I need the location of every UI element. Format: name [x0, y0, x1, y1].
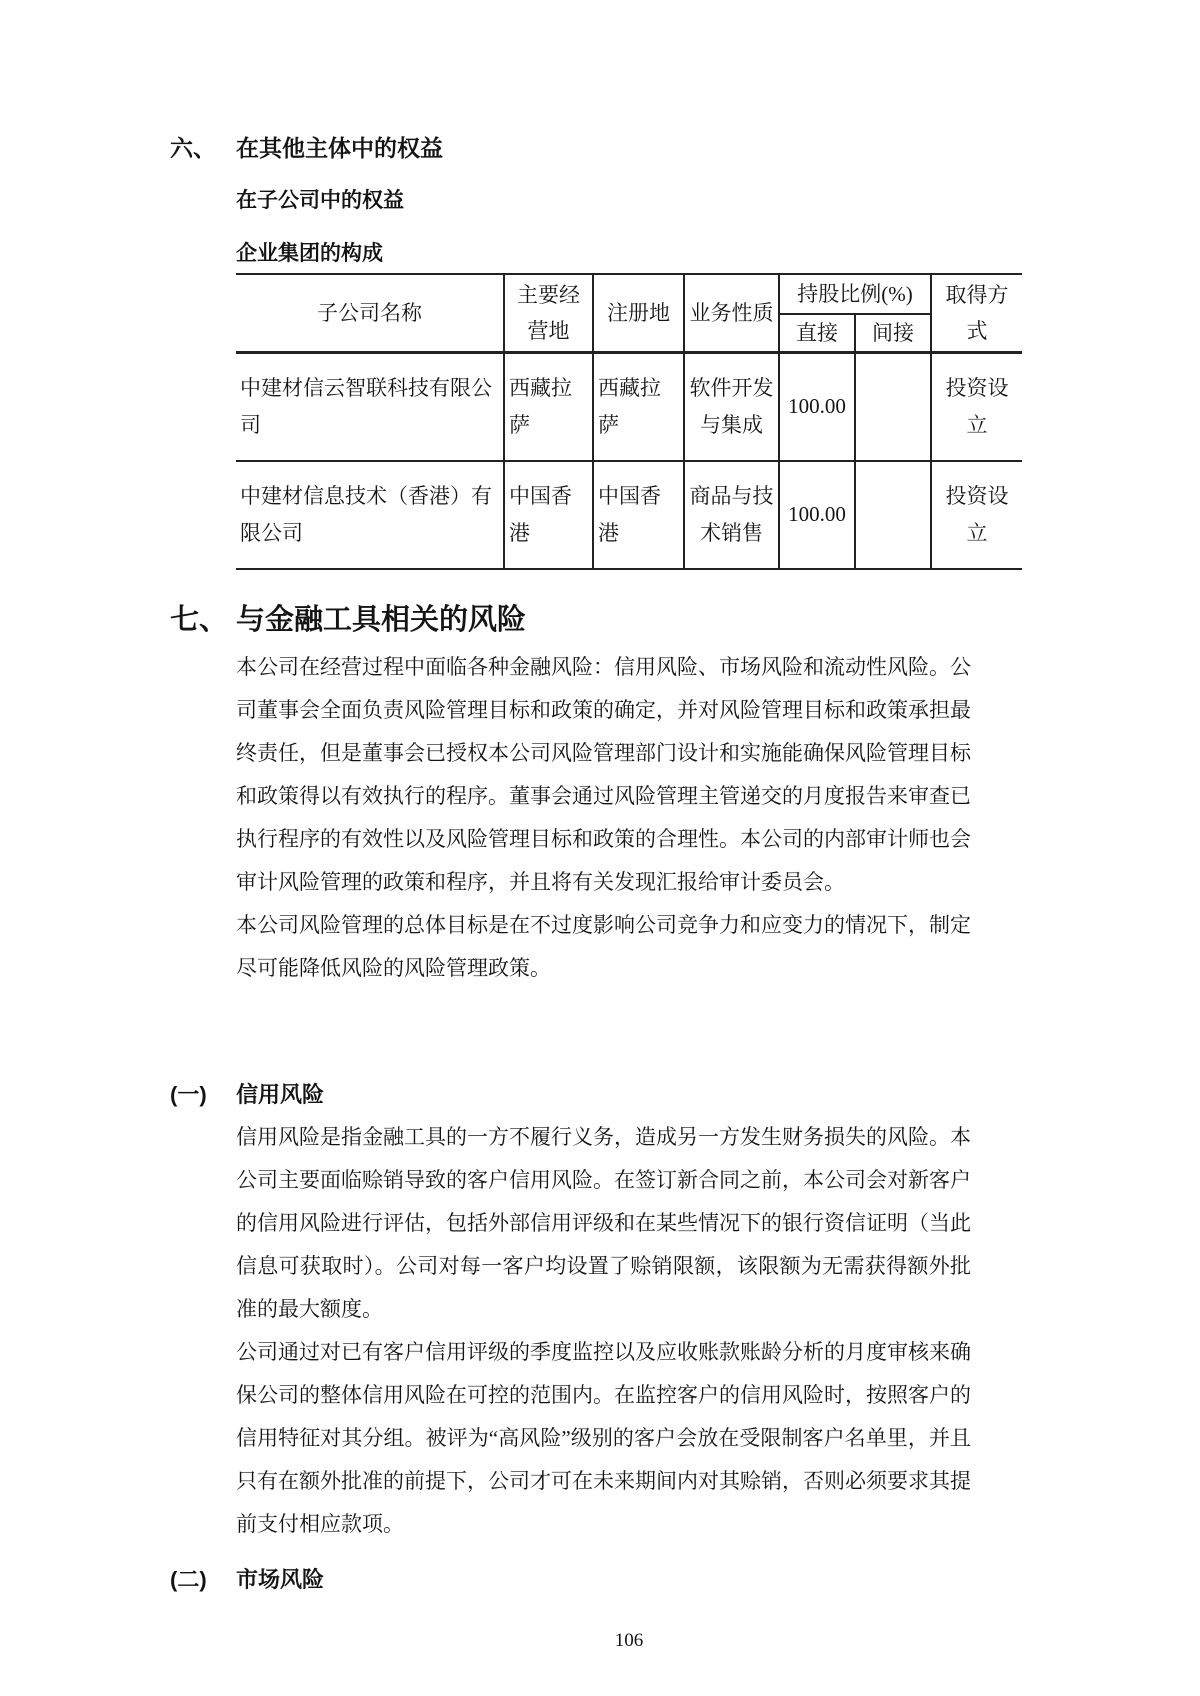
section7-number: 七、 [170, 603, 229, 636]
col-header-subsidiary-name: 子公司名称 [236, 274, 504, 353]
subsidiaries-table [236, 273, 1022, 570]
cell-subsidiary-name: 中建材信云智联科技有限公司 [236, 353, 504, 461]
col-header-business-nature: 业务性质 [684, 274, 779, 353]
cell-business-nature: 商品与技术销售 [684, 461, 779, 569]
section6-number: 六、 [170, 135, 216, 161]
col-header-indirect: 间接 [855, 314, 931, 353]
section6-subheading-interests: 在子公司中的权益 [236, 189, 404, 212]
cell-subsidiary-name: 中建材信息技术（香港）有限公司 [236, 461, 504, 569]
cell-indirect-ratio [855, 461, 931, 569]
market-risk-title: 市场风险 [236, 1566, 325, 1592]
cell-registered-place: 西藏拉萨 [593, 353, 684, 461]
section6-subheading-group: 企业集团的构成 [236, 242, 383, 265]
cell-acquisition-method: 投资设立 [931, 353, 1022, 461]
col-header-main-place: 主要经营地 [504, 274, 593, 353]
section7-title: 与金融工具相关的风险 [236, 603, 527, 636]
cell-main-place: 中国香港 [504, 461, 593, 569]
credit-risk-heading [170, 1080, 1200, 1110]
table-header-row-1 [236, 274, 1022, 314]
cell-indirect-ratio [855, 353, 931, 461]
section7-heading [170, 602, 1200, 638]
section6-title: 在其他主体中的权益 [236, 135, 443, 161]
cell-main-place: 西藏拉萨 [504, 353, 593, 461]
col-header-registered-place: 注册地 [593, 274, 684, 353]
credit-risk-number: (一) [170, 1081, 207, 1107]
market-risk-number: (二) [170, 1566, 207, 1592]
page-number: 106 [614, 1629, 644, 1651]
market-risk-heading [170, 1565, 1200, 1595]
paragraph: 信用风险是指金融工具的一方不履行义务，造成另一方发生财务损失的风险。本公司主要面临赊销导致的客户信用风险。在签订新合同之前，本公司会对新客户的信用风险进行评估，包括外部信用评级和在某些情况下的银行资信证明（当此信息可获取时）。公司对每一客户均设置了赊销限额，该限额为无需获得额外批准的最大额度。 [236, 1124, 971, 1321]
cell-acquisition-method: 投资设立 [931, 461, 1022, 569]
col-header-shareholding-ratio: 持股比例(%) [779, 274, 931, 314]
col-header-direct: 直接 [779, 314, 855, 353]
section7-paragraphs [236, 646, 1200, 990]
table-row [236, 353, 1022, 461]
section6-heading [170, 133, 1200, 163]
cell-registered-place: 中国香港 [593, 461, 684, 569]
cell-business-nature: 软件开发与集成 [684, 353, 779, 461]
cell-direct-ratio: 100.00 [779, 353, 855, 461]
paragraph: 本公司在经营过程中面临各种金融风险：信用风险、市场风险和流动性风险。公司董事会全面负责风险管理目标和政策的确定，并对风险管理目标和政策承担最终责任，但是董事会已授权本公司风险管理部门设计和实施能确保风险管理目标和政策得以有效执行的程序。董事会通过风险管理主管递交的月度报告来审查已执行程序的有效性以及风险管理目标和政策的合理性。本公司的内部审计师也会审计风险管理的政策和程序，并且将有关发现汇报给审计委员会。 [236, 654, 971, 894]
credit-risk-paragraphs [236, 1116, 1200, 1546]
paragraph: 公司通过对已有客户信用评级的季度监控以及应收账款账龄分析的月度审核来确保公司的整体信用风险在可控的范围内。在监控客户的信用风险时，按照客户的信用特征对其分组。被评为“高风险”级别的客户会放在受限制客户名单里，并且只有在额外批准的前提下，公司才可在未来期间内对其赊销，否则必须要求其提前支付相应款项。 [236, 1339, 971, 1536]
cell-direct-ratio: 100.00 [779, 461, 855, 569]
col-header-acquisition-method: 取得方式 [931, 274, 1022, 353]
paragraph: 本公司风险管理的总体目标是在不过度影响公司竞争力和应变力的情况下，制定尽可能降低风险的风险管理政策。 [236, 912, 971, 980]
table-row [236, 461, 1022, 569]
credit-risk-title: 信用风险 [236, 1081, 325, 1107]
